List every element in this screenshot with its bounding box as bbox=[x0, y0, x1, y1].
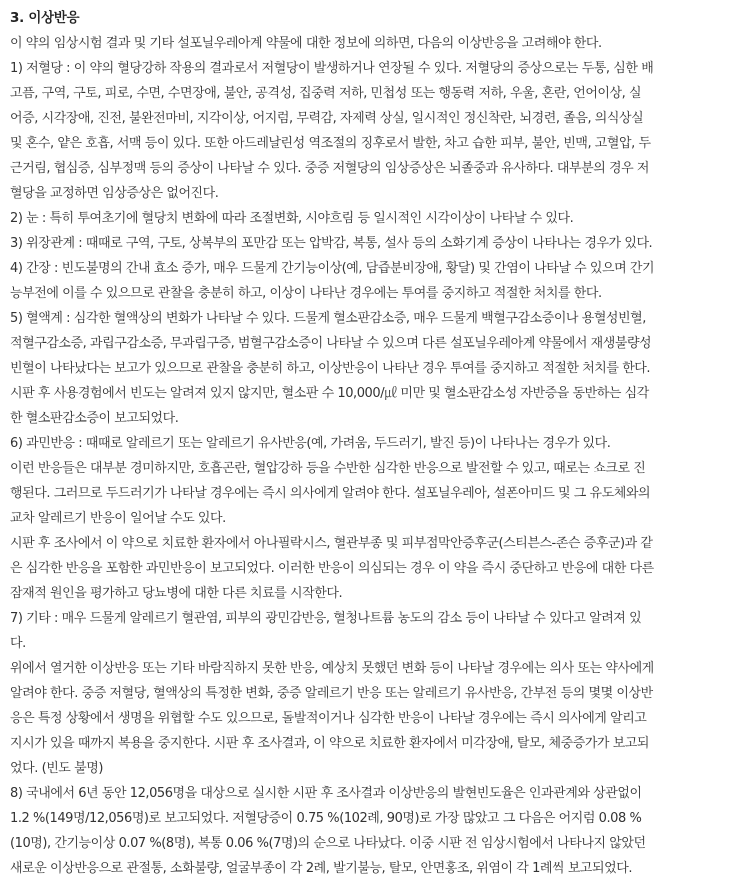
text-line: 능부전에 이를 수 있으므로 관찰을 충분히 하고, 이상이 나타난 경우에는 투여를 중지하고 적절한 처치를 한다. bbox=[10, 286, 602, 301]
text-line: 1.2 %(149명/12,056명)로 보고되었다. 저혈당증이 0.75 %(102례, 90명)로 가장 많았고 그 다음은 어지럼 0.08 % bbox=[10, 811, 642, 826]
text-line: 1) 저혈당 : 이 약의 혈당강하 작용의 결과로서 저혈당이 발생하거나 연장될 수 있다. 저혈당의 증상으로는 두통, 심한 배 bbox=[10, 61, 654, 76]
section-heading: 3. 이상반응 bbox=[10, 10, 80, 26]
section-body bbox=[10, 31, 723, 881]
text-line: 한 혈소판감소증이 보고되었다. bbox=[10, 411, 179, 426]
text-line: 7) 기타 : 매우 드물게 알레르기 혈관염, 피부의 광민감반응, 혈청나트륨 농도의 감소 등이 나타날 수 있다고 알려져 있 bbox=[10, 611, 642, 626]
text-line: 응은 특정 상황에서 생명을 위협할 수도 있으므로, 돌발적이거나 심각한 반응이 나타날 경우에는 즉시 의사에게 알리고 bbox=[10, 711, 647, 726]
text-line: 2) 눈 : 특히 투여초기에 혈당치 변화에 따라 조절변화, 시야흐림 등 일시적인 시각이상이 나타날 수 있다. bbox=[10, 211, 574, 226]
text-line: 6) 과민반응 : 때때로 알레르기 또는 알레르기 유사반응(예, 가려움, 두드러기, 발진 등)이 나타나는 경우가 있다. bbox=[10, 436, 611, 451]
text-line: 4) 간장 : 빈도불명의 간내 효소 증가, 매우 드물게 간기능이상(예, 담즙분비장애, 황달) 및 간염이 나타날 수 있으며 간기 bbox=[10, 261, 655, 276]
text-line: 5) 혈액계 : 심각한 혈액상의 변화가 나타날 수 있다. 드물게 혈소판감소증, 매우 드물게 백혈구감소증이나 용혈성빈혈, bbox=[10, 311, 646, 326]
text-line: 3) 위장관계 : 때때로 구역, 구토, 상복부의 포만감 또는 압박감, 복통, 설사 등의 소화기계 증상이 나타나는 경우가 있다. bbox=[10, 236, 653, 251]
text-line: 었다. (빈도 불명) bbox=[10, 761, 103, 776]
text-line: 행된다. 그러므로 두드러기가 나타날 경우에는 즉시 의사에게 알려야 한다. 설포닐우레아, 설폰아미드 및 그 유도체와의 bbox=[10, 486, 651, 501]
text-line: 이런 반응들은 대부분 경미하지만, 호흡곤란, 혈압강하 등을 수반한 심각한 반응으로 발전할 수 있고, 때로는 쇼크로 진 bbox=[10, 461, 646, 476]
text-line: 알려야 한다. 중증 저혈당, 혈액상의 특정한 변화, 중증 알레르기 반응 또는 알레르기 유사반응, 간부전 등의 몇몇 이상반 bbox=[10, 686, 653, 701]
text-line: 및 혼수, 얕은 호흡, 서맥 등이 있다. 또한 아드레날린성 역조절의 징후로서 발한, 차고 습한 피부, 불안, 빈맥, 고혈압, 두 bbox=[10, 136, 651, 151]
text-line: 잠재적 원인을 평가하고 당뇨병에 대한 다른 치료를 시작한다. bbox=[10, 586, 343, 601]
text-line: 위에서 열거한 이상반응 또는 기타 바람직하지 못한 반응, 예상치 못했던 변화 등이 나타날 경우에는 의사 또는 약사에게 bbox=[10, 661, 654, 676]
text-line: 적혈구감소증, 과립구감소증, 무과립구증, 범혈구감소증이 나타날 수 있으며 다른 설포닐우레아계 약물에서 재생불량성 bbox=[10, 336, 652, 351]
text-line: 이 약의 임상시험 결과 및 기타 설포닐우레아계 약물에 대한 정보에 의하면, 다음의 이상반응을 고려해야 한다. bbox=[10, 36, 602, 51]
text-line: 은 심각한 반응을 포함한 과민반응이 보고되었다. 이러한 반응이 의심되는 경우 이 약을 즉시 중단하고 반응에 대한 다른 bbox=[10, 561, 654, 576]
text-line: 빈혈이 나타났다는 보고가 있으므로 관찰을 충분히 하고, 이상반응이 나타난 경우 투여를 중지하고 적절한 처치를 한다. bbox=[10, 361, 651, 376]
text-line: 다. bbox=[10, 636, 26, 651]
text-line: 교차 알레르기 반응이 일어날 수도 있다. bbox=[10, 511, 226, 526]
text-line: 어증, 시각장애, 진전, 불완전마비, 지각이상, 어지럼, 무력감, 자제력 상실, 일시적인 정신착란, 뇌경련, 졸음, 의식상실 bbox=[10, 111, 644, 126]
text-line: 시판 후 조사에서 이 약으로 치료한 환자에서 아나필락시스, 혈관부종 및 피부점막안증후군(스티븐스-존슨 증후군)과 같 bbox=[10, 536, 653, 551]
text-line: 지시가 있을 때까지 복용을 중지한다. 시판 후 조사결과, 이 약으로 치료한 환자에서 미각장애, 탈모, 체중증가가 보고되 bbox=[10, 736, 650, 751]
text-line: (10명), 간기능이상 0.07 %(8명), 복통 0.06 %(7명)의 순으로 나타났다. 이중 시판 전 임상시험에서 나타나지 않았던 bbox=[10, 836, 646, 851]
text-line: 근거림, 협심증, 심부정맥 등의 증상이 나타날 수 있다. 중증 저혈당의 임상증상은 뇌졸중과 유사하다. 대부분의 경우 저 bbox=[10, 161, 650, 176]
text-line: 고픔, 구역, 구토, 피로, 수면, 수면장애, 불안, 공격성, 집중력 저하, 민첩성 또는 행동력 저하, 우울, 혼란, 언어이상, 실 bbox=[10, 86, 642, 101]
text-line: 시판 후 사용경험에서 빈도는 알려져 있지 않지만, 혈소판 수 10,000/㎕ 미만 및 혈소판감소성 자반증을 동반하는 심각 bbox=[10, 386, 649, 401]
text-line: 새로운 이상반응으로 관절통, 소화불량, 얼굴부종이 각 2례, 발기불능, 탈모, 안면홍조, 위염이 각 1례씩 보고되었다. bbox=[10, 861, 633, 876]
text-line: 혈당을 교정하면 임상증상은 없어진다. bbox=[10, 186, 219, 201]
text-line: 8) 국내에서 6년 동안 12,056명을 대상으로 실시한 시판 후 조사결과 이상반응의 발현빈도율은 인과관계와 상관없이 bbox=[10, 786, 642, 801]
